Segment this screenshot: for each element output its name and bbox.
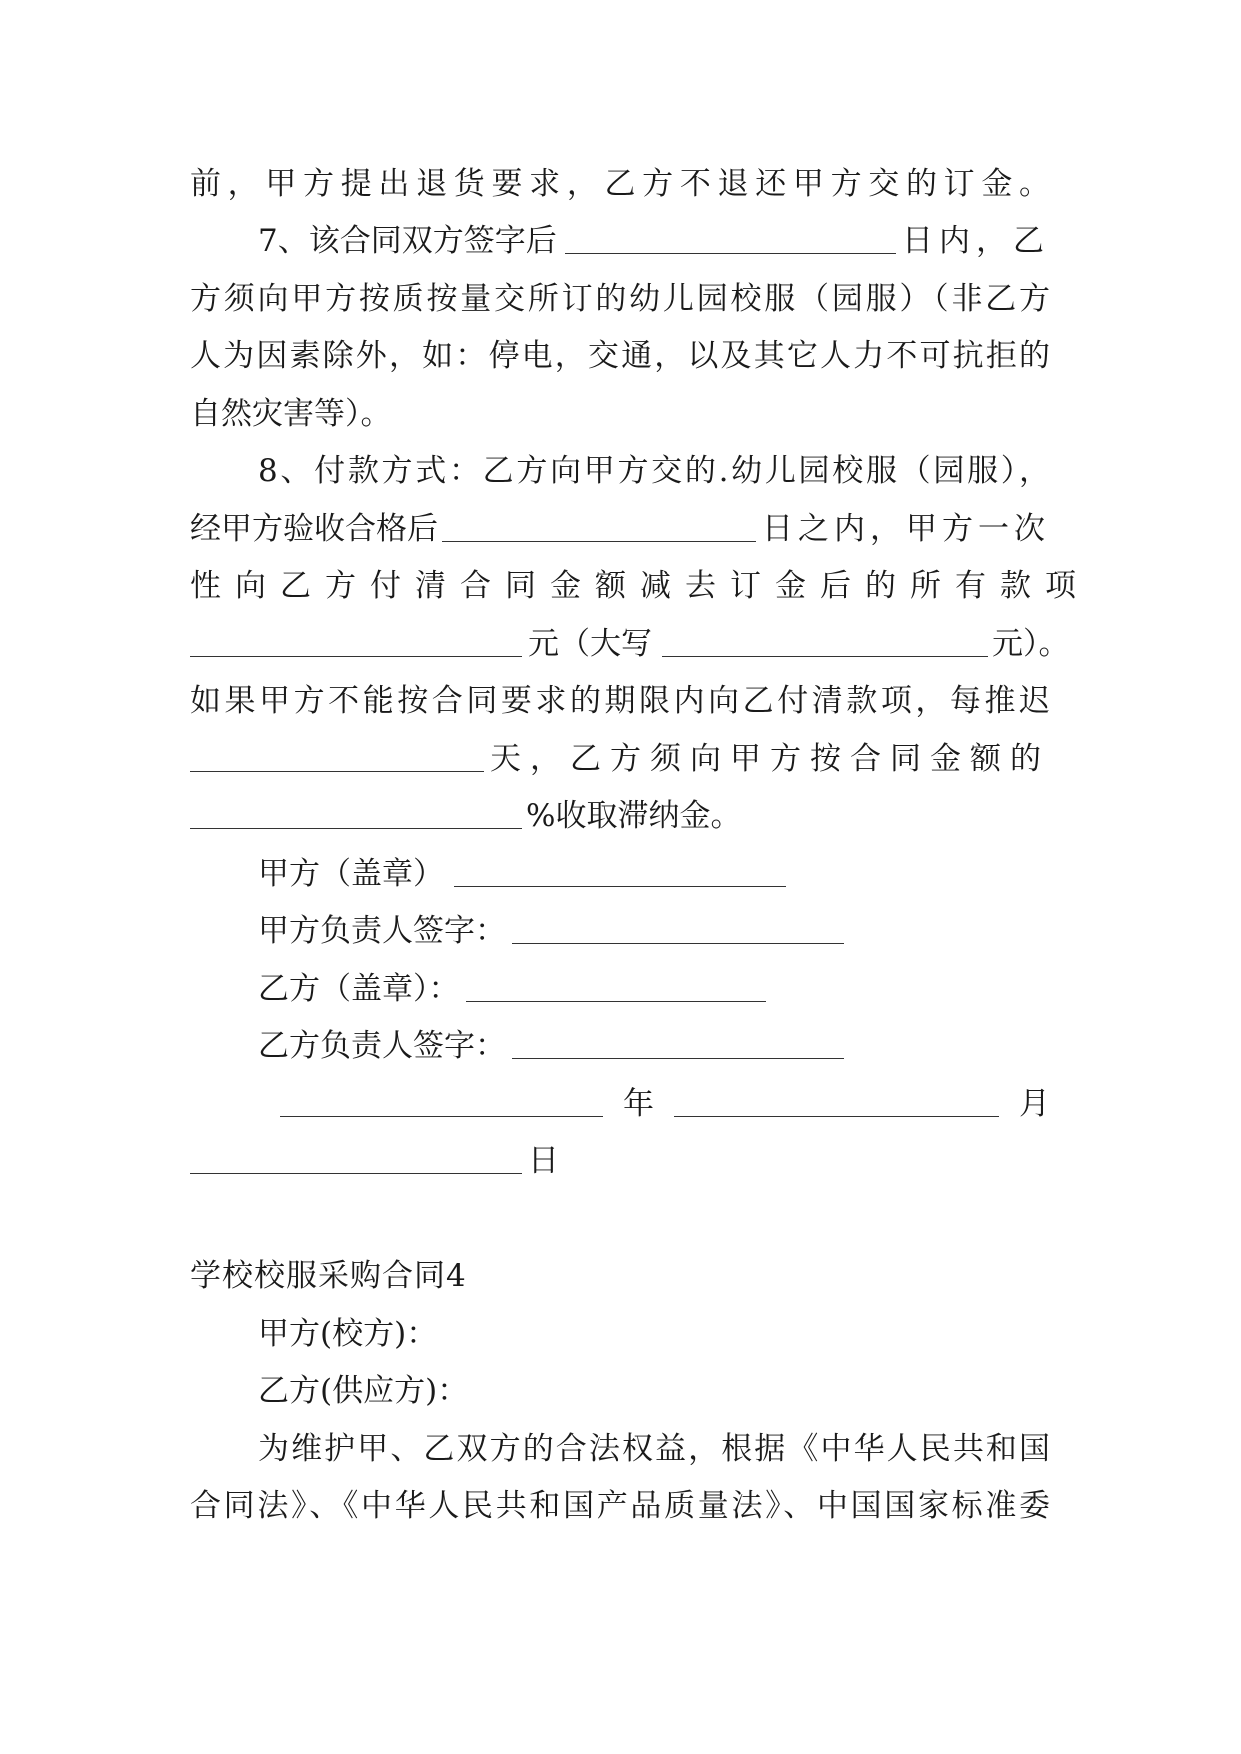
- text-line: 合同法》、《中华人民共和国产品质量法》、中国国家标准委: [190, 1488, 1050, 1524]
- party-a-label: 甲方(校方)：: [258, 1316, 438, 1352]
- blank-field[interactable]: [190, 632, 522, 657]
- text-line: 经甲方验收合格后 日之内，甲方一次: [190, 511, 1050, 547]
- party-b-label: 乙方(供应方)：: [258, 1373, 469, 1409]
- text-line: 元（大写 元）。: [190, 615, 1090, 673]
- text-line: 人为因素除外，如：停电，交通，以及其它人力不可抗拒的: [190, 338, 1050, 374]
- text-line: 性向乙方付清合同金额减去订金后的所有款项: [190, 568, 1090, 604]
- text-line: 自然灾害等）。: [190, 396, 392, 432]
- blank-field[interactable]: [674, 1092, 999, 1117]
- blank-field[interactable]: [280, 1092, 603, 1117]
- blank-field[interactable]: [512, 919, 844, 944]
- text-line: %收取滞纳金。: [190, 787, 1050, 845]
- blank-field[interactable]: [454, 862, 786, 887]
- preamble: 为维护甲、乙双方的合法权益，根据《中华人民共和国: [258, 1431, 1050, 1467]
- text-line: 天，乙方须向甲方按合同金额的: [190, 730, 1050, 788]
- section-title: 学校校服采购合同4: [190, 1258, 467, 1294]
- date-line: 年 月: [280, 1075, 1050, 1133]
- text-line: 如果甲方不能按合同要求的期限内向乙付清款项，每推迟: [190, 683, 1050, 719]
- party-b-signature: 乙方负责人签字：: [258, 1017, 1050, 1075]
- clause-8: 8、付款方式：乙方向甲方交的.幼儿园校服（园服），: [258, 453, 1050, 489]
- blank-field[interactable]: [466, 977, 766, 1002]
- blank-field[interactable]: [662, 632, 988, 657]
- blank-field[interactable]: [442, 517, 756, 542]
- blank-field[interactable]: [190, 804, 522, 829]
- party-b-seal: 乙方（盖章）：: [258, 960, 1050, 1018]
- party-a-seal: 甲方（盖章）: [258, 845, 1050, 903]
- blank-field[interactable]: [190, 747, 484, 772]
- clause-7: 7、该合同双方签字后 日内，乙: [258, 223, 1050, 259]
- blank-field[interactable]: [190, 1149, 522, 1174]
- text-line: 前，甲方提出退货要求，乙方不退还甲方交的订金。: [190, 166, 1050, 202]
- party-a-signature: 甲方负责人签字：: [258, 902, 1050, 960]
- blank-field[interactable]: [512, 1034, 844, 1059]
- blank-field[interactable]: [565, 229, 896, 254]
- date-line-day: 日: [190, 1132, 1050, 1190]
- text-line: 方须向甲方按质按量交所订的幼儿园校服（园服）（非乙方: [190, 281, 1050, 317]
